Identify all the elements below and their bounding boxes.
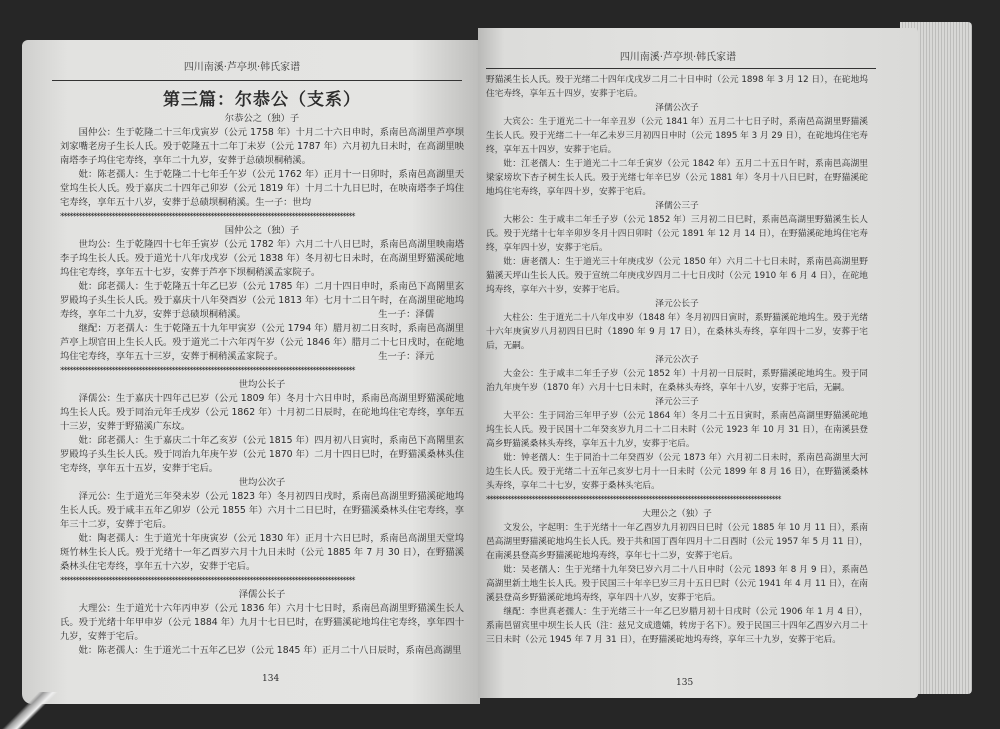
- section-subtitle: 泽元公三子: [655, 397, 699, 407]
- entry-paragraph: 大金公：生于咸丰二年壬子岁（公元 1852 年）十月初一日辰时，系野猫溪砣地坞生。殁于同治九年庚午岁（1870 年）六月十七日未时，在桑林头寿终，享年十八岁，安葬于宅后，无嗣。: [486, 369, 868, 393]
- entry-paragraph: 继配：李世真老孺人：生于光绪三十一年乙巳岁腊月初十日戌时（公元 1906 年 1 月 4 日），系南邑留宾里中坝生长人氏（注：兹兄文成遗孀，转房于名下）。殁于民国三十四年乙酉岁六月二十三日未时（公元 1945 年 7 月 31 日），在野猫溪砣地坞寿终，享年三十九岁，安葬于宅后。: [486, 607, 868, 645]
- running-header: 四川南溪·芦亭坝·韩氏家谱: [183, 62, 301, 73]
- entry-paragraph: 妣：陈老孺人：生于乾隆二十七年壬午岁（公元 1762 年）正月十一日卯时，系南邑高湖里天堂坞生长人氏。殁于嘉庆二十四年己卯岁（公元 1819 年）十月二十九日巳时，在映南塔李子坞住宅寿终，享年五十八岁，安葬于总碛坝桐稍溪。生一子：世均: [60, 169, 464, 208]
- section-subtitle: 泽儒公长子: [238, 589, 286, 600]
- right-page: [478, 28, 918, 698]
- entry-paragraph: [60, 322, 464, 364]
- entry-paragraph: 妣：钟老孺人：生于同治十二年癸酉岁（公元 1873 年）六月初二日未时，系南邑高湖里大河边生长人氏。殁于光绪二十五年己亥岁七月十一日未时（公元 1899 年 8 月 16 日），在野猫溪桑林头寿终，享年二十七岁，安葬于桑林头宅后。: [486, 453, 868, 491]
- left-page: [22, 40, 480, 704]
- section-subtitle: 世均公长子: [238, 379, 286, 390]
- entry-paragraph: 泽儒公：生于嘉庆十四年己巳岁（公元 1809 年）冬月十六日申时，系南邑高湖里野猫溪砣地坞生长人氏。殁于同治元年壬戌岁（公元 1862 年）十月初二日辰时，在砣地坞住宅寿终，享年五十三岁，安葬于野猫溪广东坟。: [60, 393, 464, 432]
- section-subtitle: 国仲公之（独）子: [224, 225, 300, 236]
- left-page-content: [60, 88, 464, 658]
- section-subtitle: 大理公之（独）子: [642, 509, 712, 519]
- entry-paragraph: 妣：江老孺人：生于道光二十二年壬寅岁（公元 1842 年）五月二十五日午时，系南邑高湖里梁家塝坎下杏子树生长人氏。殁于光绪七年辛巳岁（公元 1881 年）冬月十八日巳时，在野猫溪砣地坞住宅寿终，享年四十岁，安葬于宅后。: [486, 159, 868, 197]
- header-rule: [486, 68, 876, 69]
- asterisk-divider: **************************************************************************************************: [60, 576, 354, 586]
- entry-text: 继配：万老孺人：生于乾隆五十九年甲寅岁（公元 1794 年）腊月初二日亥时，系南邑高湖里芦亭上坝官田上生长人氏。殁于道光二十六年丙午岁（公元 1846 年）腊月二十七日戌时，在砣地坞住宅寿终，享年五十三岁，安葬于桐稍溪孟家院子。: [60, 323, 464, 362]
- page-corner-fold: [0, 692, 60, 729]
- entry-paragraph: 大平公：生于同治三年甲子岁（公元 1864 年）冬月二十五日寅时，系南邑高湖里野猫溪砣地坞生长人氏。殁于民国十二年癸亥岁九月二十二日未时（公元 1923 年 10 月 31 日），在南溪县登高乡野猫溪桑林头寿终，享年五十九岁，安葬于宅后。: [486, 411, 868, 449]
- offspring-note: 生一子：泽儒: [378, 309, 434, 320]
- entry-paragraph: 泽元公：生于道光三年癸未岁（公元 1823 年）冬月初四日戌时，系南邑高湖里野猫溪砣地坞生长人氏。殁于咸丰五年乙卯岁（公元 1855 年）六月十二日巳时，在野猫溪桑林头住宅寿终，享年三十二岁，安葬于宅后。: [60, 491, 464, 530]
- section-subtitle: 泽元公长子: [655, 299, 699, 309]
- entry-paragraph: 妣：陶老孺人：生于道光十年庚寅岁（公元 1830 年）正月十六日巳时，系南邑高湖里天堂坞斑竹林生长人氏。殁于光绪十一年乙酉岁六月十九日未时（公元 1885 年 7 月 30 日），在野猫溪桑林头住宅寿终，享年五十六岁，安葬于宅后。: [60, 533, 464, 572]
- offspring-note: 生一子：泽元: [378, 351, 434, 362]
- running-header: 四川南溪·芦亭坝·韩氏家谱: [619, 52, 737, 63]
- entry-paragraph: 妣：吴老孺人：生于光绪十九年癸巳岁六月二十八日申时（公元 1893 年 8 月 9 日），系南邑高湖里新土地生长人氏。殁于民国三十年辛巳岁三月十五日巳时（公元 1941 年 4 月 11 日），在南溪县登高乡野猫溪砣地坞寿终，享年四十八岁，安葬于宅后。: [486, 565, 868, 603]
- page-number: 135: [676, 678, 694, 688]
- asterisk-divider: **************************************************************************************************: [60, 366, 354, 376]
- section-subtitle: 泽元公次子: [655, 355, 699, 365]
- entry-paragraph: 大理公：生于道光十六年丙申岁（公元 1836 年）六月十七日时，系南邑高湖里野猫溪生长人氏。殁于光绪十年甲申岁（公元 1884 年）九月十七日巳时，在野猫溪砣地坞住宅寿终，享年四十九岁，安葬于宅后。: [60, 603, 464, 642]
- section-subtitle: 尔恭公之（独）子: [224, 113, 300, 124]
- section-subtitle: 世均公次子: [238, 477, 286, 488]
- entry-paragraph: [60, 280, 464, 322]
- section-subtitle: 泽儒公次子: [655, 103, 699, 113]
- header-rule: [52, 80, 462, 81]
- entry-paragraph: 国仲公：生于乾隆二十三年戊寅岁（公元 1758 年）十月二十六日申时，系南邑高湖里芦亭坝刘家嘴老房子生长人氏。殁于乾隆五十二年丁未岁（公元 1787 年）六月初九日未时，在高湖里映南塔李子坞住宅寿终，享年二十九岁，安葬于总碛坝桐稍溪。: [60, 127, 464, 166]
- entry-paragraph: 大宾公：生于道光二十一年辛丑岁（公元 1841 年）五月二十七日子时，系南邑高湖里野猫溪生长人氏。殁于光绪二十一年乙未岁三月初四日申时（公元 1895 年 3 月 29 日），在砣地坞住宅寿终，享年五十四岁，安葬于宅后。: [486, 117, 868, 155]
- chapter-title: 第三篇：尔恭公（支系）: [163, 90, 361, 110]
- asterisk-divider: **************************************************************************************************: [60, 212, 354, 222]
- page-number: 134: [262, 674, 280, 684]
- entry-paragraph: 大柱公：生于道光二十八年戊申岁（1848 年）冬月初四日寅时，系野猫溪砣地坞生。殁于光绪十六年庚寅岁八月初四日巳时（1890 年 9 月 17 日），在桑林头寿终，享年四十二岁，安葬于宅后，无嗣。: [486, 313, 868, 351]
- entry-paragraph: 文发公，字起明：生于光绪十一年乙酉岁九月初四日巳时（公元 1885 年 10 月 11 日），系南邑高湖里野猫溪砣地坞生长人氏。殁于共和国丁酉年四月十二日酉时（公元 1957 年 5 月 11 日），在南溪县登高乡野猫溪砣地坞寿终，享年七十二岁，安葬于宅后。: [486, 523, 868, 561]
- entry-paragraph: 妣：邱老孺人：生于嘉庆二十年乙亥岁（公元 1815 年）四月初八日寅时，系南邑下高閛里玄罗殿坞子头生长人氏。殁于同治九年庚午岁（公元 1870 年）二月十四日巳时，在野猫溪桑林头住宅寿终，享年五十五岁，安葬于宅后。: [60, 435, 464, 474]
- entry-text: 妣：邱老孺人：生于乾隆五十年乙巳岁（公元 1785 年）二月十四日申时，系南邑下高閛里玄罗殿坞子头生长人氏。殁于嘉庆十八年癸酉岁（公元 1813 年）七月十二日午时，在高湖里砣地坞寿终，享年二十九岁，安葬于总碛坝桐稍溪。: [60, 281, 464, 320]
- entry-paragraph: 野猫溪生长人氏。殁于光绪二十四年戊戌岁二月二十日申时（公元 1898 年 3 月 12 日），在砣地坞住宅寿终，享年五十四岁，安葬于宅后。: [486, 75, 868, 99]
- entry-paragraph: 妣：唐老孺人：生于道光三十年庚戌岁（公元 1850 年）六月二十七日未时，系南邑高湖里野猫溪天坪山生长人氏。殁于宣统二年庚戌岁四月二十七日戌时（公元 1910 年 6 月 4 日），在砣地坞寿终，享年六十岁，安葬于宅后。: [486, 257, 868, 295]
- entry-paragraph: 大彬公：生于咸丰二年壬子岁（公元 1852 年）三月初二日巳时，系南邑高湖里野猫溪生长人氏。殁于光绪十七年辛卯岁冬月十四日卯时（公元 1891 年 12 月 14 日），在野猫溪砣地坞住宅寿终，享年四十岁，安葬于宅后。: [486, 215, 868, 253]
- entry-paragraph: 世均公：生于乾隆四十七年壬寅岁（公元 1782 年）六月二十八日巳时，系南邑高湖里映南塔李子坞生长人氏。殁于道光十八年戊戌岁（公元 1838 年）冬月初七日未时，在高湖里野猫溪砣地坞住宅寿终，享年五十七岁，安葬于芦亭下坝桐稍溪孟家院子。: [60, 239, 464, 278]
- entry-paragraph: 妣：陈老孺人：生于道光二十五年乙巳岁（公元 1845 年）正月二十八日辰时，系南邑高湖里: [78, 645, 462, 656]
- section-subtitle: 泽儒公三子: [655, 201, 699, 211]
- right-page-content: [486, 73, 868, 647]
- asterisk-divider: **************************************************************************************************: [486, 495, 780, 505]
